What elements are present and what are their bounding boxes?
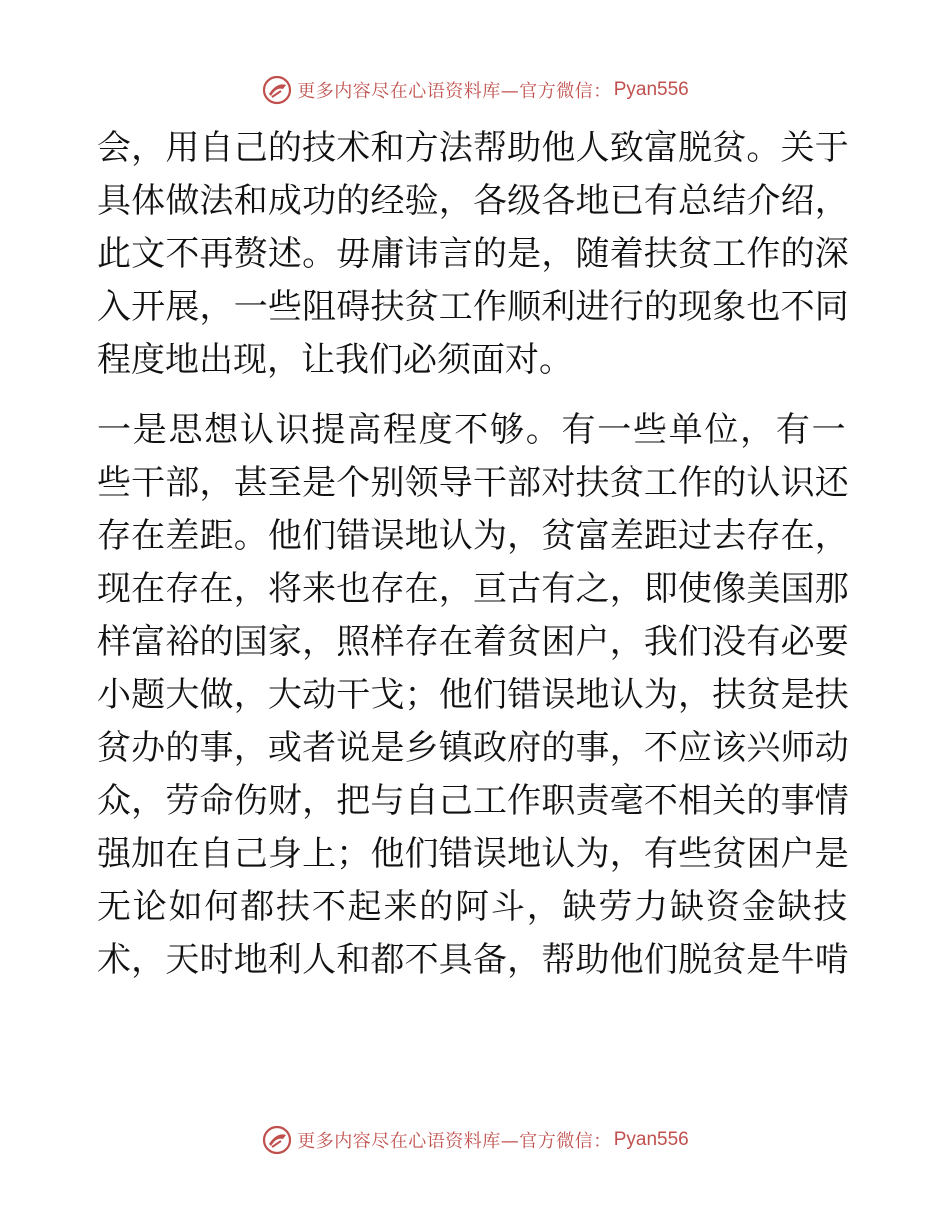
watermark-id: Pyan556 [613,1129,689,1150]
book-logo-icon [261,1124,293,1156]
text-line: 程度地出现，让我们必须面对。 [97,340,573,380]
text-line: 贫办的事，或者说是乡镇政府的事，不应该兴师动 [97,728,849,768]
text-line: 会，用自己的技术和方法帮助他人致富脱贫。关于 [97,128,849,168]
text-line: 具体做法和成功的经验，各级各地已有总结介绍， [97,181,849,221]
text-line: 些干部，甚至是个别领导干部对扶贫工作的认识还 [97,463,849,503]
watermark-text: 更多内容尽在心语资料库—官方微信： [297,81,612,102]
header-watermark [0,70,950,110]
text-line: 存在差距。他们错误地认为，贫富差距过去存在， [97,516,849,556]
text-line: 小题大做，大动干戈；他们错误地认为，扶贫是扶 [97,675,849,715]
text-line: 此文不再赘述。毋庸讳言的是，随着扶贫工作的深 [97,234,849,274]
footer-watermark [0,1120,950,1160]
paragraph-1 [97,122,857,387]
document-body [97,122,857,987]
text-line: 术，天时地利人和都不具备，帮助他们脱贫是牛啃 [97,940,849,980]
text-line: 强加在自己身上；他们错误地认为，有些贫困户是 [97,834,849,874]
watermark-id: Pyan556 [613,79,689,100]
text-line: 现在存在，将来也存在，亘古有之，即使像美国那 [97,569,849,609]
watermark-text: 更多内容尽在心语资料库—官方微信： [297,1131,612,1152]
text-line: 入开展，一些阻碍扶贫工作顺利进行的现象也不同 [97,287,849,327]
paragraph-2 [97,404,857,987]
text-line: 众，劳命伤财，把与自己工作职责毫不相关的事情 [97,781,849,821]
text-line: 一是思想认识提高程度不够。有一些单位，有一 [97,410,848,450]
text-line: 样富裕的国家，照样存在着贫困户，我们没有必要 [97,622,849,662]
text-line: 无论如何都扶不起来的阿斗，缺劳力缺资金缺技 [97,887,850,927]
book-logo-icon [261,74,293,106]
